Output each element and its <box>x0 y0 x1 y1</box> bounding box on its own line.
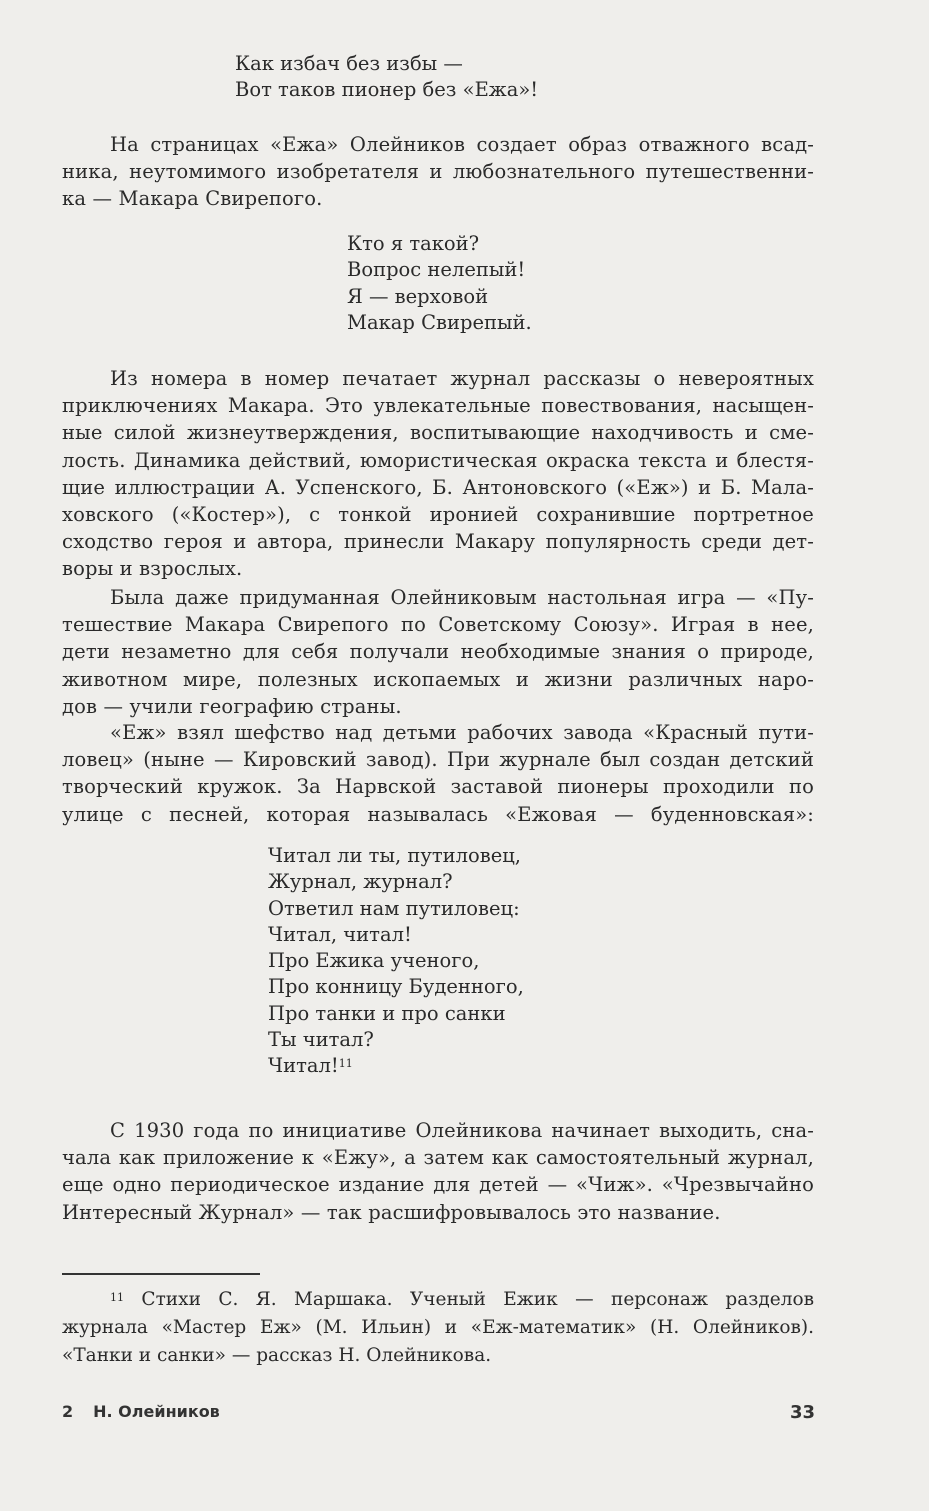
verse-line: Читал, читал! <box>268 922 412 946</box>
paragraph-line: «Еж» взял шефство над детьми рабочих завода «Красный пути- <box>110 721 814 744</box>
footnote-text: Стихи С. Я. Маршака. Ученый Ежик — персонаж разделов <box>141 1289 815 1310</box>
verse-line: Кто я такой? <box>347 232 480 255</box>
verse-line: Ты читал? <box>268 1028 374 1052</box>
author-name: Н. Олейников <box>93 1402 220 1421</box>
verse-line: Макар Свирепый. <box>347 310 532 334</box>
paragraph-line: животном мире, полезных ископаемых и жизни различных наро- <box>62 667 814 691</box>
verse-line: Про конницу Буденного, <box>268 975 524 999</box>
verse-line: Вопрос нелепый! <box>347 258 526 282</box>
paragraph-line: чала как приложение к «Ежу», а затем как самостоятельный журнал, <box>62 1146 814 1170</box>
verse-block <box>347 231 532 336</box>
verse-line: Я — верховой <box>347 284 489 308</box>
paragraph <box>62 584 814 720</box>
verse-line <box>268 1053 524 1079</box>
paragraph-line: ка — Макара Свирепого. <box>62 187 323 211</box>
running-footer <box>62 1402 220 1421</box>
footnote-line: журнала «Мастер Еж» (М. Ильин) и «Еж-математик» (Н. Олейников). <box>62 1317 814 1338</box>
footnote-separator <box>62 1273 260 1275</box>
paragraph-line: дов — учили географию страны. <box>62 694 402 718</box>
verse-block <box>235 51 538 104</box>
paragraph-line: На страницах «Ежа» Олейников создает образ отважного всад- <box>110 133 814 156</box>
page-number: 33 <box>790 1402 816 1423</box>
footnote-line: «Танки и санки» — рассказ Н. Олейникова. <box>62 1345 492 1366</box>
paragraph-line: ные силой жизнеутверждения, воспитывающие находчивость и сме- <box>62 421 814 445</box>
footnote-line <box>62 1286 814 1314</box>
verse-line: Читал ли ты, путиловец, <box>268 844 521 867</box>
paragraph-line: ховского («Костер»), с тонкой иронией сохранившие портретное <box>62 503 814 527</box>
footnote-reference: 11 <box>338 1057 353 1071</box>
paragraph-line: дети незаметно для себя получали необходимые знания о природе, <box>62 640 814 664</box>
verse-block <box>268 843 524 1080</box>
paragraph-line: приключениях Макара. Это увлекательные повествования, насыщен- <box>62 394 814 418</box>
paragraph-line: Интересный Журнал» — так расшифровывалось это название. <box>62 1200 721 1224</box>
paragraph-line: творческий кружок. За Нарвской заставой пионеры проходили по <box>62 775 814 799</box>
paragraph-line: С 1930 года по инициативе Олейникова начинает выходить, сна- <box>110 1119 814 1142</box>
paragraph <box>62 131 814 213</box>
paragraph <box>62 365 814 583</box>
footnote <box>62 1286 814 1370</box>
verse-line: Вот таков пионер без «Ежа»! <box>235 78 539 102</box>
verse-line: Про Ежика ученого, <box>268 949 480 973</box>
paragraph-line: Из номера в номер печатает журнал рассказы о невероятных <box>110 367 814 390</box>
signature-number: 2 <box>62 1402 74 1421</box>
paragraph-line: щие иллюстрации А. Успенского, Б. Антоновского («Еж») и Б. Мала- <box>62 475 814 499</box>
verse-line: Как избач без избы — <box>235 52 463 75</box>
paragraph-line: лость. Динамика действий, юмористическая окраска текста и блестя- <box>62 448 814 472</box>
paragraph-line: улице с песней, которая называлась «Ежовая — буденновская»: <box>62 802 814 826</box>
paragraph <box>62 1117 814 1226</box>
paragraph-line: тешествие Макара Свирепого по Советскому Союзу». Играя в нее, <box>62 613 814 637</box>
verse-line: Ответил нам путиловец: <box>268 896 520 920</box>
paragraph-line: ника, неутомимого изобретателя и любознательного путешественни- <box>62 160 814 184</box>
footnote-mark: 11 <box>110 1291 124 1304</box>
verse-line: Про танки и про санки <box>268 1001 506 1025</box>
paragraph-line: сходство героя и автора, принесли Макару популярность среди дет- <box>62 530 814 554</box>
paragraph-line: воры и взрослых. <box>62 557 243 581</box>
paragraph-line: ловец» (ныне — Кировский завод). При журнале был создан детский <box>62 748 814 772</box>
verse-line-text: Читал! <box>268 1054 339 1078</box>
paragraph-line: Была даже придуманная Олейниковым настольная игра — «Пу- <box>110 586 814 609</box>
paragraph <box>62 719 814 828</box>
verse-line: Журнал, журнал? <box>268 870 453 894</box>
paragraph-line: еще одно периодическое издание для детей — «Чиж». «Чрезвычайно <box>62 1173 814 1197</box>
